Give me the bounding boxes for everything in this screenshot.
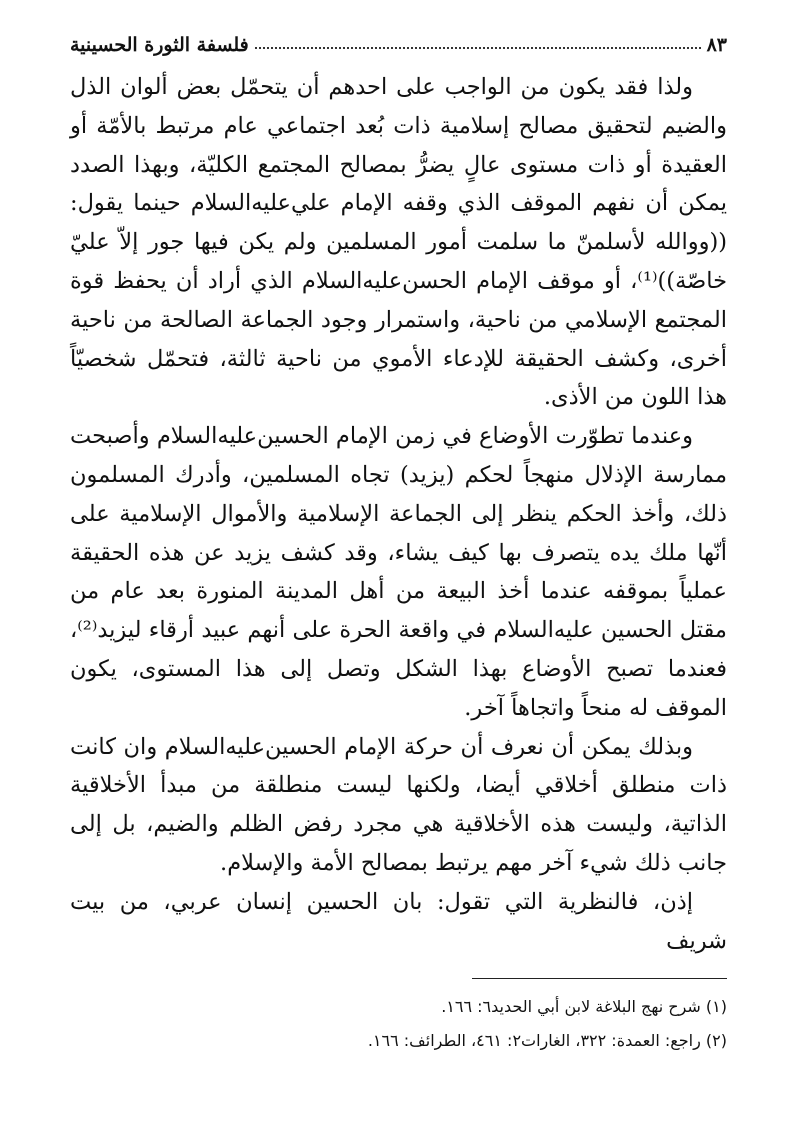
body-text <box>70 68 727 960</box>
page-number: ٨٣ <box>706 34 727 56</box>
footnote-2: (٢) راجع: العمدة: ٣٢٢، الغارات٢: ٤٦١، الطرائف: ١٦٦. <box>367 1031 727 1050</box>
header-leader-dots <box>255 47 701 49</box>
book-title: فلسفة الثورة الحسينية <box>70 34 249 56</box>
paragraph-4: إذن، فالنظرية التي تقول: بان الحسين إنسان عربي، من بيت شريف <box>70 888 727 954</box>
paragraph-2: وعندما تطوّرت الأوضاع في زمن الإمام الحسين‌عليه‌السلام وأصبحت ممارسة الإذلال منهجاً لحكم (يزيد) تجاه المسلمين، وأدرك المسلمون ذلك، وأخذ الحكم ينظر إلى الجماعة الإسلامية والأموال الإسلامية على أنّها ملك يده يتصرف بها كيف يشاء، وقد كشف يزيد عن هذه الحقيقة عملياً بموقفه عندما أخذ البيعة من أهل المدينة المنورة بعد عام من مقتل الحسين عليه‌السلام في واقعة الحرة على أنهم عبيد أرقاء ليزيد⁽²⁾، فعندما تصبح الأوضاع بهذا الشكل وتصل إلى هذا المستوى، يكون الموقف له منحاً واتجاهاً آخر. <box>70 423 727 721</box>
running-header <box>70 22 727 56</box>
paragraph-3: وبذلك يمكن أن نعرف أن حركة الإمام الحسين‌عليه‌السلام وان كانت ذات منطلق أخلاقي أيضا، ولكنها ليست منطلقة من مبدأ الأخلاقية الذاتية، وليست هذه الأخلاقية هي مجرد رفض الظلم والضيم، بل إلى جانب ذلك شيء آخر مهم يرتبط بمصالح الأمة والإسلام. <box>70 733 727 876</box>
footnotes <box>70 990 727 1058</box>
footnote-separator <box>472 978 727 979</box>
footnote-1: (١) شرح نهج البلاغة لابن أبي الحديد٦: ١٦٦. <box>441 997 727 1016</box>
paragraph-1: ولذا فقد يكون من الواجب على احدهم أن يتحمّل بعض ألوان الذل والضيم لتحقيق مصالح إسلامية ذات بُعد اجتماعي عام مرتبط بالأمّة أو العقيدة أو ذات مستوى عالٍ يضرُّ بمصالح المجتمع الكليّة، وبهذا الصدد يمكن أن نفهم الموقف الذي وقفه الإمام علي‌عليه‌السلام حينما يقول: ((ووالله لأسلمنّ ما سلمت أمور المسلمين ولم يكن فيها جور إلاّ عليّ خاصّة))⁽¹⁾، أو موقف الإمام الحسن‌عليه‌السلام الذي أراد أن يحفظ قوة المجتمع الإسلامي من ناحية، واستمرار وجود الجماعة الصالحة من ناحية أخرى، وكشف الحقيقة للإدعاء الأموي من ناحية ثالثة، فتحمّل شخصيّاً هذا اللون من الأذى. <box>70 74 727 411</box>
